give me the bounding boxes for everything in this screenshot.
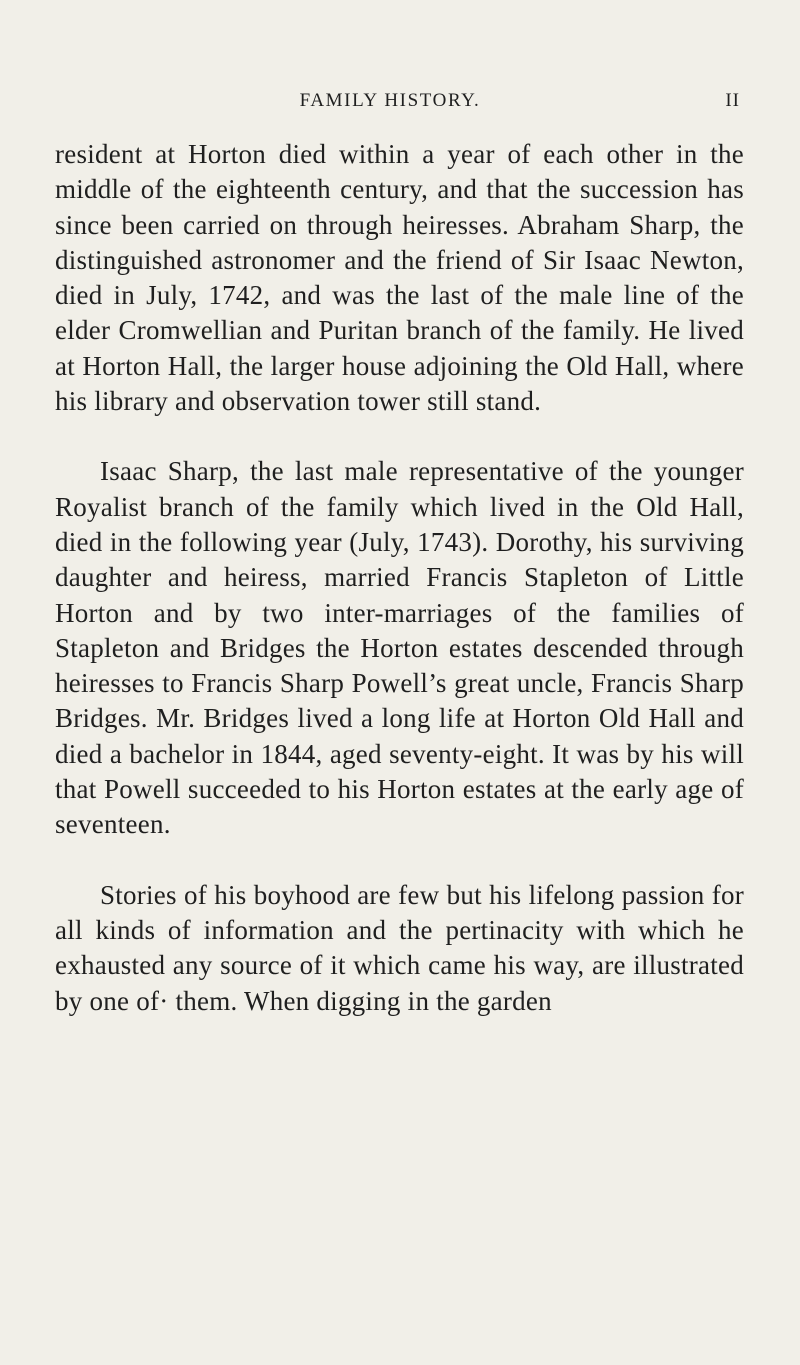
paragraph-isaac-sharp: Isaac Sharp, the last male representative of the younger Royalist branch of the family which lived in the Old Hall, died in the following year (July, 1743). Dorothy, his surviving daughter and heiress, married Francis Stapleton of Little Horton and by two inter-marriages of the families of Stapleton and Bridges the Horton estates descended through heiresses to Francis Sharp Powell’s great uncle, Francis Sharp Bridges. Mr. Bridges lived a long life at Horton Old Hall and died a bachelor in 1844, aged seventy-eight. It was by his will that Powell succeeded to his Horton estates at the early age of seventeen. (55, 456, 744, 840)
running-head (0, 86, 800, 116)
paragraph-boyhood-stories: Stories of his boyhood are few but his lifelong passion for all kinds of information and the pertinacity with which he exhausted any source of it which came his way, are illustrated by one of· them. When digging in the garden (55, 879, 744, 1016)
body-text (55, 137, 744, 1019)
page-number: II (725, 90, 740, 111)
running-title: FAMILY HISTORY. (299, 90, 481, 111)
paragraph-continuation: resident at Horton died within a year of each other in the middle of the eighteenth century, and that the succession has since been carried on through heiresses. Abraham Sharp, the distinguished astronomer and the friend of Sir Isaac Newton, died in July, 1742, and was the last of the male line of the elder Cromwellian and Puritan branch of the family. He lived at Horton Hall, the larger house adjoining the Old Hall, where his library and observation tower still stand. (55, 139, 744, 417)
